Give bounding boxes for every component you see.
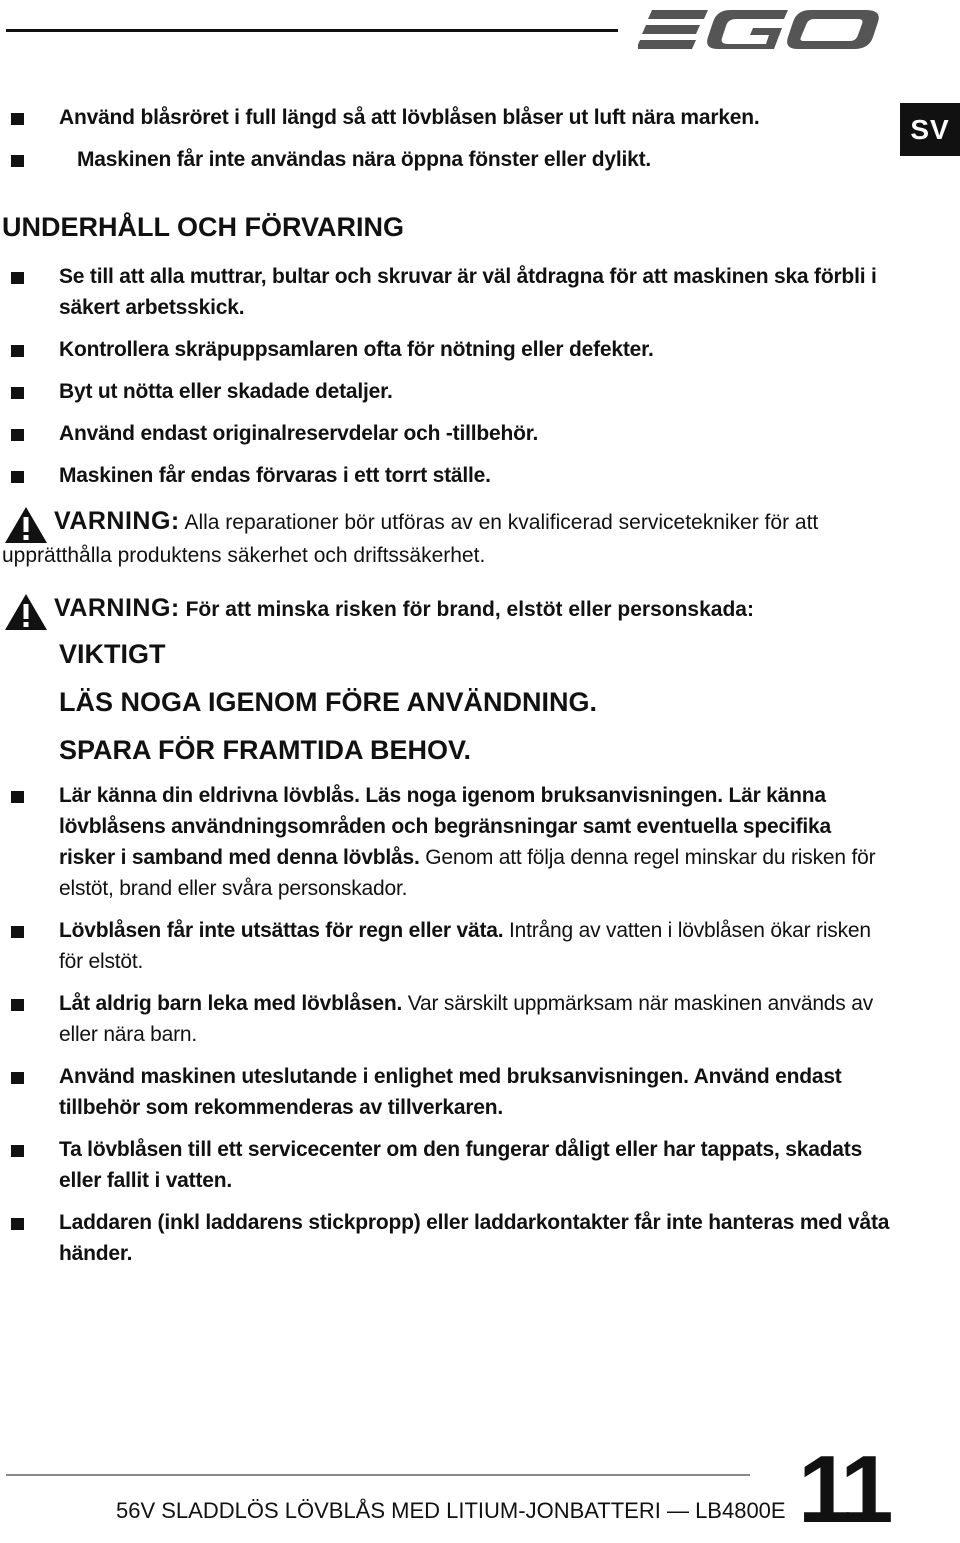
maintenance-bullet-2: Kontrollera skräpuppsamlaren ofta för nötning eller defekter. [0,334,892,365]
maintenance-bullet-4: Använd endast originalreservdelar och -tillbehör. [0,418,892,449]
safety-bullet-6: Laddaren (inkl laddarens stickpropp) eller laddarkontakter får inte hanteras med våta händer. [0,1207,892,1269]
document-body [0,102,892,1280]
warning-triangle-icon [4,506,48,544]
page-number: 11 [798,1436,888,1543]
intro-bullet-1: Använd blåsröret i full längd så att lövblåsen blåser ut luft nära marken. [0,102,892,133]
language-tab: SV [900,103,960,156]
safety-bullet-4: Använd maskinen uteslutande i enlighet med bruksanvisningen. Använd endast tillbehör som rekommenderas av tillverkaren. [0,1061,892,1123]
maintenance-bullet-3: Byt ut nötta eller skadade detaljer. [0,376,892,407]
warning-text: För att minska risken för brand, elstöt eller personskada: [185,598,754,621]
warning-text: Alla reparationer bör utföras av en kvalificerad servicetekniker för att upprätthålla produktens säkerhet och driftssäkerhet. [2,511,819,567]
bullet-square-icon [11,429,24,441]
maintenance-bullet-5: Maskinen får endas förvaras i ett torrt ställe. [0,460,892,491]
save-instructions-heading: SPARA FÖR FRAMTIDA BEHOV. [59,735,472,765]
bullet-square-icon [11,113,24,125]
read-carefully-heading: LÄS NOGA IGENOM FÖRE ANVÄNDNING. [59,687,598,717]
safety-bullet-5: Ta lövblåsen till ett servicecenter om den fungerar dåligt eller har tappats, skadats eller fallit i vatten. [0,1134,892,1196]
ego-logo [638,4,882,56]
important-heading: VIKTIGT [59,639,166,669]
warning-label: VARNING: [54,594,180,622]
warning-fire-shock [0,592,892,626]
safety-bullet-3: Låt aldrig barn leka med lövblåsen. Var särskilt uppmärksam när maskinen används av eller nära barn. [0,988,892,1050]
warning-triangle-icon [4,593,48,631]
bullet-square-icon [11,345,24,357]
warning-label: VARNING: [54,507,180,535]
bullet-square-icon [11,155,24,167]
bullet-square-icon [11,471,24,483]
maintenance-bullet-1: Se till att alla muttrar, bultar och skruvar är väl åtdragna för att maskinen ska förbli i säkert arbetsskick. [0,261,892,323]
footer-rule [6,1474,750,1476]
bullet-square-icon [11,272,24,284]
bullet-square-icon [11,999,24,1011]
bullet-square-icon [11,926,24,938]
warning-repairs [0,505,892,572]
bullet-square-icon [11,387,24,399]
bullet-square-icon [11,1072,24,1084]
footer-title: 56V SLADDLÖS LÖVBLÅS MED LITIUM-JONBATTERI — LB4800E [116,1498,786,1523]
section-heading-maintenance: UNDERHÅLL OCH FÖRVARING [2,212,405,242]
bullet-square-icon [11,1145,24,1157]
bullet-square-icon [11,791,24,803]
safety-bullet-2: Lövblåsen får inte utsättas för regn eller väta. Intrång av vatten i lövblåsen ökar risken för elstöt. [0,915,892,977]
intro-bullet-2: Maskinen får inte användas nära öppna fönster eller dylikt. [0,144,892,175]
header-rule [6,29,618,32]
safety-bullet-1: Lär känna din eldrivna lövblås. Läs noga igenom bruksanvisningen. Lär känna lövblåsens användningsområden och begränsningar samt eventuella specifika risker i samband med denna lövblås. Genom att följa denna regel minskar du risken för elstöt, brand eller svåra personskador. [0,780,892,904]
bullet-square-icon [11,1218,24,1230]
